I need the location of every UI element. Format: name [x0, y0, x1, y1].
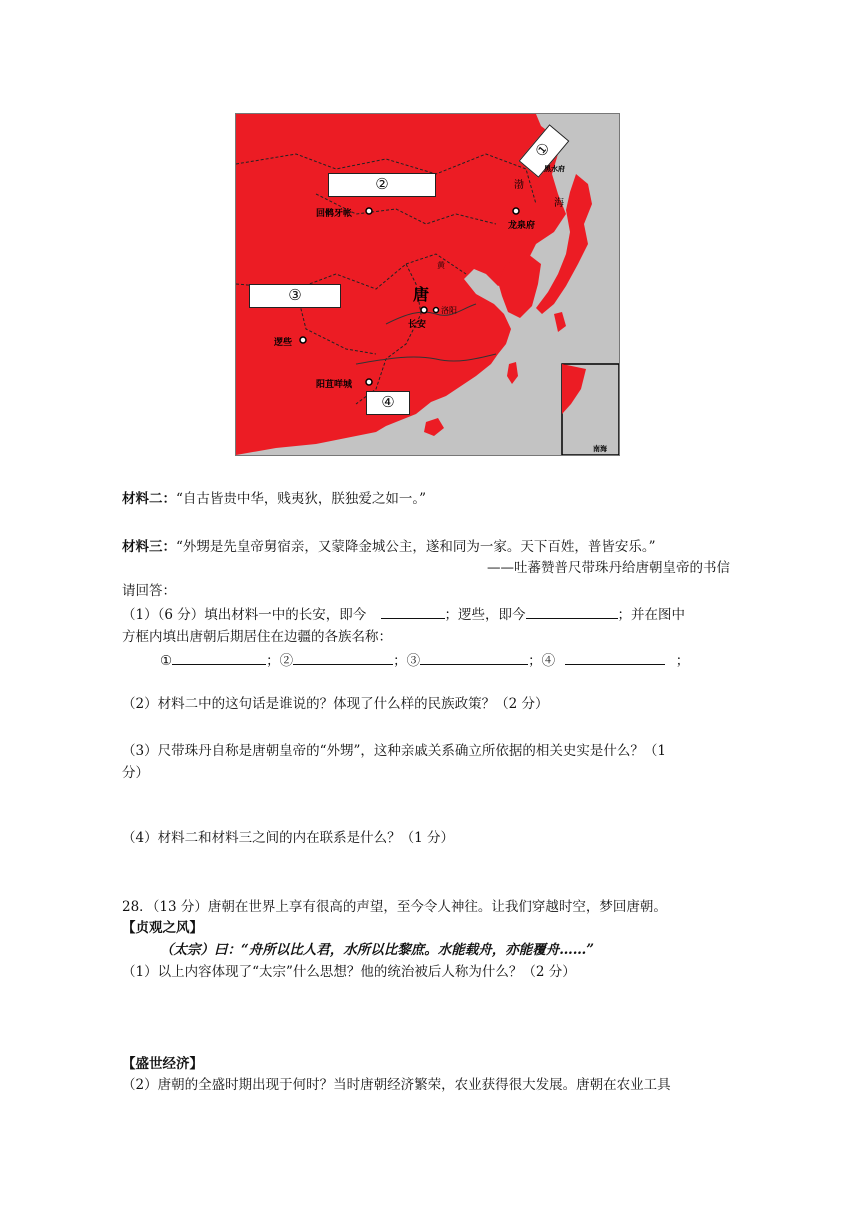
- question-3-line-1: （3）尺带珠丹自称是唐朝皇帝的“外甥”，这种亲戚关系确立所依据的相关史实是什么？（1: [122, 743, 666, 759]
- question-28-1: （1）以上内容体现了“太宗”什么思想？他的统治被后人称为什么？（2 分）: [122, 964, 576, 980]
- label-luoxie: 逻些: [274, 338, 293, 348]
- q1-label-2: ；②: [266, 653, 294, 669]
- q1-text-a: （1）（6 分）填出材料一中的长安，即今: [122, 607, 367, 623]
- question-1-line-3: [160, 650, 689, 671]
- answer-prompt: 请回答：: [122, 583, 176, 599]
- material-3-label: 材料三：: [122, 539, 176, 555]
- label-tang: 唐: [413, 285, 430, 304]
- label-luoyang: 洛阳: [441, 306, 457, 315]
- question-4: （4）材料二和材料三之间的内在联系是什么？（1 分）: [122, 830, 454, 846]
- label-bohai-bo: 渤: [514, 180, 524, 191]
- section-shengshi-jingji: 【盛世经济】: [122, 1056, 203, 1072]
- answer-blank-chang-an[interactable]: [381, 604, 445, 619]
- answer-blank-2[interactable]: [293, 650, 393, 665]
- answer-blank-1[interactable]: [172, 650, 266, 665]
- map-box-3[interactable]: ③: [249, 284, 341, 308]
- q1-label-4: ；④: [528, 653, 556, 669]
- label-huihe-yazhang: 回鹘牙帐: [316, 209, 353, 219]
- label-yangjumie-cheng: 阳苴咩城: [316, 380, 353, 390]
- taizong-quote: （太宗）曰：“舟所以比人君，水所以比黎庶。水能载舟，亦能覆舟……”: [160, 942, 595, 958]
- q1-end: ；: [675, 653, 690, 669]
- label-huang: 黄: [437, 261, 445, 270]
- question-1-line-2: 方框内填出唐朝后期居住在边疆的各族名称：: [122, 629, 392, 645]
- q1-label-1: ①: [160, 653, 173, 669]
- answer-blank-3[interactable]: [420, 650, 528, 665]
- map-box-2[interactable]: ②: [328, 173, 436, 197]
- section-zhenguan: 【贞观之风】: [122, 920, 203, 936]
- material-2-label: 材料二：: [122, 491, 176, 507]
- material-2-text: “自古皆贵中华，贱夷狄，朕独爱之如一。”: [176, 491, 427, 507]
- material-3: [122, 537, 656, 557]
- label-bohai-hai: 海: [554, 198, 564, 209]
- q1-text-c: ；并在图中: [617, 607, 686, 623]
- answer-blank-4[interactable]: [565, 650, 665, 665]
- material-2: [122, 489, 426, 509]
- question-2: （2）材料二中的这句话是谁说的？体现了什么样的民族政策？（2 分）: [122, 696, 549, 712]
- answer-blank-luoxie[interactable]: [526, 604, 618, 619]
- question-3-line-2: 分）: [122, 765, 149, 781]
- q1-label-3: ；③: [393, 653, 421, 669]
- label-chang-an: 长安: [408, 320, 427, 330]
- material-3-text: “外甥是先皇帝舅宿亲，又蒙降金城公主，遂和同为一家。天下百姓，普皆安乐。”: [176, 539, 656, 555]
- material-3-source: ——吐蕃赞普尺带珠丹给唐朝皇帝的书信: [487, 560, 730, 576]
- q1-text-b: ；逻些，即今: [444, 607, 526, 623]
- map-box-1[interactable]: ①: [519, 124, 570, 177]
- question-28-header: 28．（13 分）唐朝在世界上享有很高的声望，至今令人神往。让我们穿越时空，梦回唐朝。: [122, 899, 667, 915]
- tang-dynasty-map: [235, 113, 620, 456]
- question-1-line-1: [122, 604, 685, 625]
- question-28-2: （2）唐朝的全盛时期出现于何时？当时唐朝经济繁荣，农业获得很大发展。唐朝在农业工具: [122, 1077, 671, 1093]
- label-heishui-fu: 黑水府: [544, 165, 565, 173]
- label-longquan-fu: 龙泉府: [508, 221, 536, 231]
- label-nanhai: 南海: [593, 445, 607, 453]
- map-box-4[interactable]: ④: [366, 391, 410, 415]
